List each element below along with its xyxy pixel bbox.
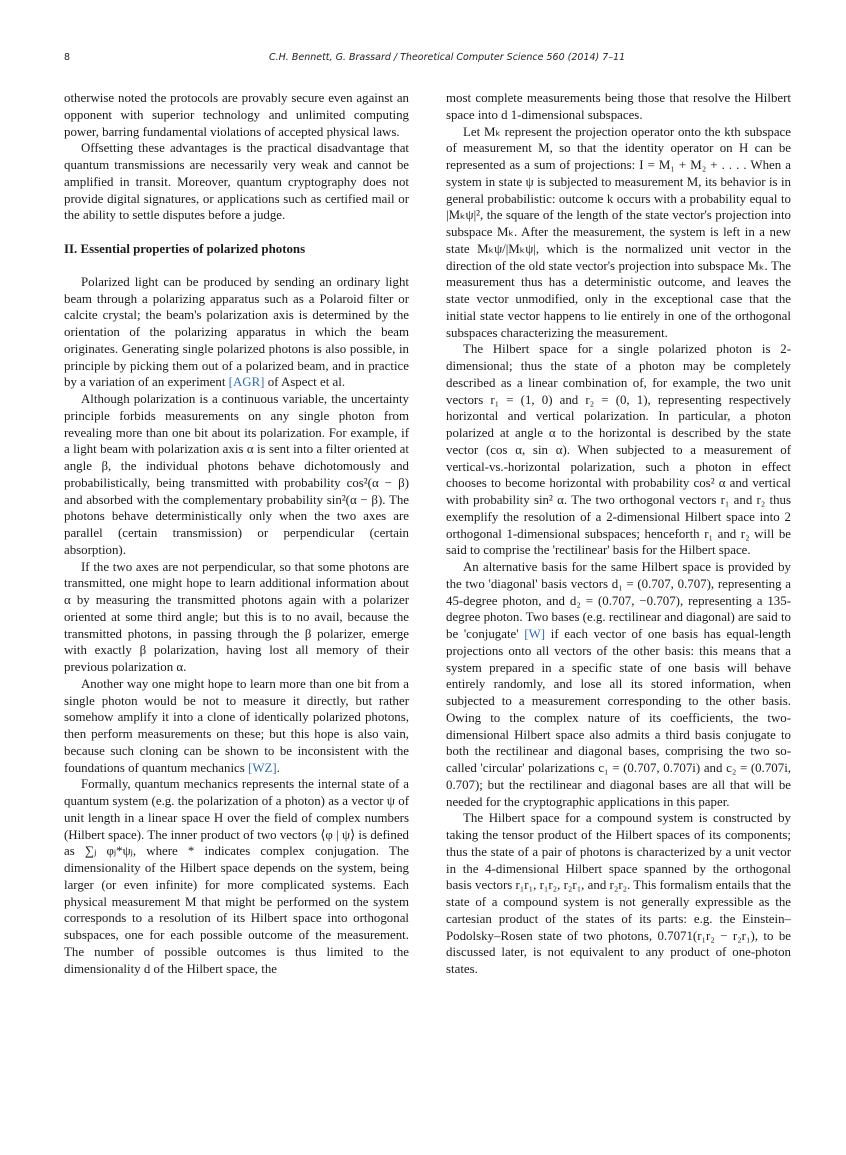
paragraph-disadvantages: Offsetting these advantages is the practical disadvantage that quantum transmissions are necessarily very weak and cannot be amplified in transit. Moreover, quantum cryptography does not provide digital signatures, or applications such as certified mail or the ability to settle disputes before a judge. (64, 141, 409, 223)
paragraph-text: Another way one might hope to learn more than one bit from a single photon would be not to measure it directly, but rather somehow amplify it into a clone of identically polarized photons, then perform measurements on these; but this hope is also vain, because such cloning can be shown to be inconsistent with the foundations of quantum mechanics (64, 676, 409, 775)
journal-reference: C.H. Bennett, G. Brassard / Theoretical Computer Science 560 (2014) 7–11 (269, 52, 626, 63)
paragraph-projection: Let Mₖ represent the projection operator onto the kth subspace of measurement M, so that the identity operator on H can be represented as a sum of projections: I = M₁ + M₂ + . . . . When a system in state ψ is subjected to measurement M, its behavior is in general probabilistic: outcome k occurs with a probability equal to |Mₖψ|², the square of the length of the state vector's projection into subspace Mₖ. After the measurement, the system is left in a new state Mₖψ/|Mₖψ|, which is the normalized unit vector in the direction of the old state vector's projection into subspace Mₖ. The measurement thus has a deterministic outcome, and leaves the state vector unmodified, only in the exceptional case that the initial state vector happens to lie entirely in one of the orthogonal subspaces characterizing the measurement. (446, 124, 791, 340)
left-column (64, 90, 409, 977)
paragraph-text: if each vector of one basis has equal-length projections onto all vectors of the other basis: this means that a system prepared in a specific state of one basis will behave entirely randomly, and lose all its stored information, when subjected to a measurement corresponding to the other basis. Owing to the complex nature of its coefficients, the two-dimensional Hilbert space also admits a third basis conjugate to both the rectilinear and diagonal bases, comprising the two so-called 'circular' polarizations c₁ = (0.707, 0.707i) and c₂ = (0.707i, 0.707); but the rectilinear and diagonal bases are all that will be needed for the cryptographic applications in this paper. (446, 627, 791, 809)
paragraph-text: An alternative basis for the same Hilbert space is provided by the two 'diagonal' basis vectors d₁ = (0.707, 0.707), representing a 45-degree photon, and d₂ = (0.707, −0.707), representing a 135-degree photon. Two bases (e.g. rectilinear and diagonal) are said to be 'conjugate' (446, 560, 791, 641)
paragraph-cloning (64, 676, 409, 777)
paragraph-axes: If the two axes are not perpendicular, so that some photons are transmitted, one might hope to learn additional information about α by measuring the transmitted photons again with a polarizer oriented at some third angle; but this is to no avail, because the transmitted photons, in passing through the β polarizer, emerge with exactly β polarization, having lost all memory of their previous polarization α. (64, 559, 409, 674)
paragraph-text: Polarized light can be produced by sending an ordinary light beam through a polarizing apparatus such as a Polaroid filter or calcite crystal; the beam's polarization axis is determined by the orientation of the polarizing apparatus in which the beam originates. Generating single polarized photons is also possible, in principle by picking them out of a polarized beam, and in practice by a variation of an experiment (64, 274, 409, 390)
paragraph-text: . (276, 760, 280, 775)
section-heading: II. Essential properties of polarized photons (64, 242, 306, 256)
paragraph-continued: otherwise noted the protocols are provably secure even against an opponent with superior technology and unlimited computing power, barring fundamental violations of accepted physical laws. (64, 91, 409, 139)
citation-link-wz[interactable]: [WZ] (248, 760, 277, 775)
running-header (64, 52, 790, 68)
paragraph-single-photon: The Hilbert space for a single polarized photon is 2-dimensional; thus the state of a photon may be completely described as a linear combination of, for example, the two unit vectors r₁ = (1, 0) and r₂ = (0, 1), representing respectively horizontal and vertical polarization. In particular, a photon polarized at angle α to the horizontal is described by the state vector (cos α, sin α). When subjected to a measurement of vertical-vs.-horizontal polarization, such a photon in effect chooses to become horizontal with probability cos² α and vertical with probability sin² α. The two orthogonal vectors r₁ and r₂ thus exemplify the resolution of a 2-dimensional Hilbert space into 2 orthogonal 1-dimensional subspaces; henceforth r₁ and r₂ will be said to comprise the 'rectilinear' basis for the Hilbert space. (446, 342, 791, 558)
paragraph-formalism: Formally, quantum mechanics represents the internal state of a quantum system (e.g. the polarization of a photon) as a vector ψ of unit length in a linear space H over the field of complex numbers (Hilbert space). The inner product of two vectors ⟨φ | ψ⟩ is defined as ∑ⱼ φⱼ*ψⱼ, where * indicates complex conjugation. The dimensionality of the Hilbert space depends on the system, being larger (or even infinite) for more complicated systems. Each physical measurement M that might be performed on the system corresponds to a resolution of its Hilbert space into orthogonal subspaces, one for each possible outcome of the measurement. The number of possible outcomes is thus limited to the dimensionality d of the Hilbert space, the (64, 777, 409, 976)
paragraph-polarized-light (64, 274, 409, 391)
citation-link-agr[interactable]: [AGR] (228, 375, 265, 390)
paragraph-compound-system: The Hilbert space for a compound system is constructed by taking the tensor product of the Hilbert spaces of its components; thus the state of a pair of photons is characterized by a unit vector in the 4-dimensional Hilbert space spanned by the orthogonal basis vectors r₁r₁, r₁r₂, r₂r₁, and r₂r₂. This formalism entails that the state of a compound system is not generally expressible as the cartesian product of the states of its parts: e.g. the Einstein–Podolsky–Rosen state of two photons, 0.7071(r₁r₂ − r₂r₁), to be discussed later, is not equivalent to any product of one-photon states. (446, 811, 791, 976)
right-column (446, 90, 791, 978)
page-number: 8 (64, 52, 71, 63)
paragraph-text: of Aspect et al. (267, 375, 346, 390)
citation-link-w[interactable]: [W] (524, 627, 546, 641)
paragraph-alternative-basis (446, 559, 791, 810)
paragraph-uncertainty: Although polarization is a continuous variable, the uncertainty principle forbids measurements on any single photon from revealing more than one bit about its polarization. For example, if a light beam with polarization axis α is sent into a filter oriented at angle β, the individual photons behave dichotomously and probabilistically, being transmitted with probability cos²(α − β) and absorbed with the complementary probability sin²(α − β). The photons behave deterministically only when the two axes are parallel (certain transmission) or perpendicular (certain absorption). (64, 392, 409, 557)
paragraph-continued: most complete measurements being those that resolve the Hilbert space into d 1-dimensional subspaces. (446, 91, 791, 122)
